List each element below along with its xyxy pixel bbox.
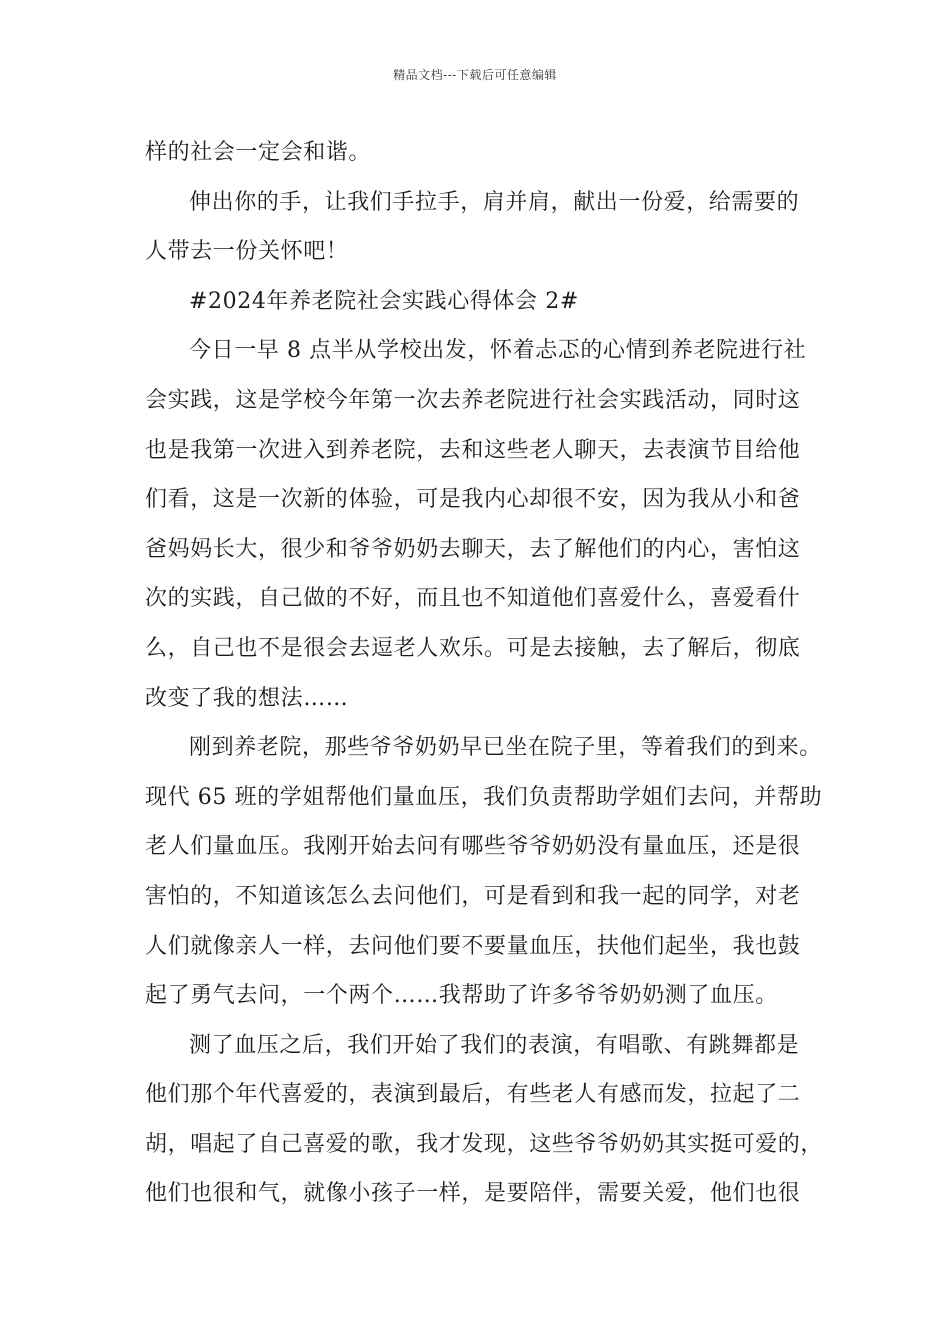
text-line: 今日一早 8 点半从学校出发，怀着忐忑的心情到养老院进行社 xyxy=(189,338,807,364)
text-line: 老人们量血压。我刚开始去问有哪些爷爷奶奶没有量血压，还是很 xyxy=(145,834,801,860)
text-line: 害怕的，不知道该怎么去问他们，可是看到和我一起的同学，对老 xyxy=(145,883,801,909)
text-line: 他们也很和气，就像小孩子一样，是要陪伴，需要关爱，他们也很 xyxy=(145,1181,801,1207)
text-line: 么，自己也不是很会去逗老人欢乐。可是去接触，去了解后，彻底 xyxy=(145,635,801,661)
section-heading: #2024年养老院社会实践心得体会 2# xyxy=(189,288,579,314)
text-line: 改变了我的想法…… xyxy=(145,685,349,711)
text-line: 现代 65 班的学姐帮他们量血压，我们负责帮助学姐们去问，并帮助 xyxy=(145,784,823,810)
text-line: 起了勇气去问，一个两个……我帮助了许多爷爷奶奶测了血压。 xyxy=(145,983,778,1009)
text-line: 胡，唱起了自己喜爱的歌，我才发现，这些爷爷奶奶其实挺可爱的， xyxy=(145,1131,824,1157)
page-header: 精品文档---下载后可任意编辑 xyxy=(393,68,557,82)
text-line: 人带去一份关怀吧！ xyxy=(145,239,349,265)
text-line: 次的实践，自己做的不好，而且也不知道他们喜爱什么，喜爱看什 xyxy=(145,586,801,612)
text-line: 测了血压之后，我们开始了我们的表演，有唱歌、有跳舞都是 xyxy=(189,1032,800,1058)
text-line: 他们那个年代喜爱的，表演到最后，有些老人有感而发，拉起了二 xyxy=(145,1082,801,1108)
text-line: 人们就像亲人一样，去问他们要不要量血压，扶他们起坐，我也鼓 xyxy=(145,933,801,959)
text-line: 爸妈妈长大，很少和爷爷奶奶去聊天，去了解他们的内心，害怕这 xyxy=(145,536,801,562)
text-line: 刚到养老院，那些爷爷奶奶早已坐在院子里，等着我们的到来。 xyxy=(189,735,822,761)
text-line: 会实践，这是学校今年第一次去养老院进行社会实践活动，同时这 xyxy=(145,387,801,413)
document-body xyxy=(145,128,825,1219)
text-line: 也是我第一次进入到养老院，去和这些老人聊天，去表演节目给他 xyxy=(145,437,801,463)
text-line: 样的社会一定会和谐。 xyxy=(145,140,372,165)
text-line: 伸出你的手，让我们手拉手，肩并肩，献出一份爱，给需要的 xyxy=(189,189,800,215)
text-line: 们看，这是一次新的体验，可是我内心却很不安，因为我从小和爸 xyxy=(145,487,801,513)
